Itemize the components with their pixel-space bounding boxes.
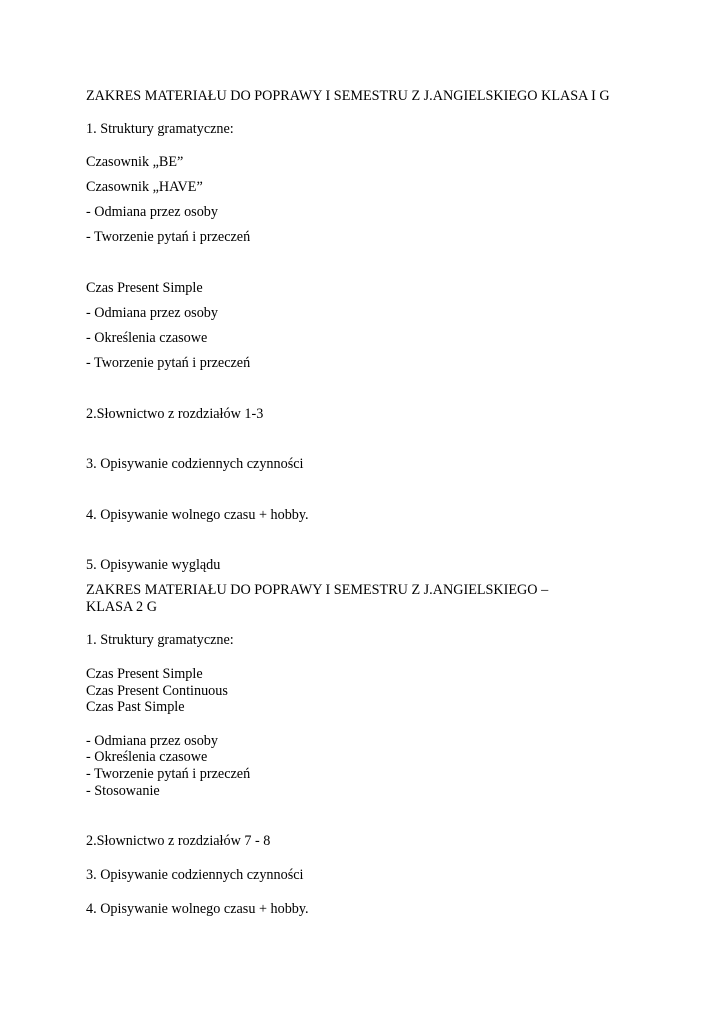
section2-daily-activities: 3. Opisywanie codziennych czynności — [86, 867, 304, 883]
section2-point: - Określenia czasowe — [86, 749, 208, 765]
section1-verb-point: - Tworzenie pytań i przeczeń — [86, 229, 251, 245]
section1-title: ZAKRES MATERIAŁU DO POPRAWY I SEMESTRU Z J.ANGIELSKIEGO KLASA I G — [86, 88, 610, 104]
section2-vocabulary: 2.Słownictwo z rozdziałów 7 - 8 — [86, 833, 271, 849]
section2-free-time: 4. Opisywanie wolnego czasu + hobby. — [86, 901, 309, 917]
section1-verb-be: Czasownik „BE” — [86, 154, 184, 170]
section1-present-simple-point: - Tworzenie pytań i przeczeń — [86, 355, 251, 371]
section1-vocabulary: 2.Słownictwo z rozdziałów 1-3 — [86, 406, 264, 422]
section2-title-line1: ZAKRES MATERIAŁU DO POPRAWY I SEMESTRU Z J.ANGIELSKIEGO – — [86, 582, 549, 598]
section2-point: - Stosowanie — [86, 783, 160, 799]
section2-tense: Czas Past Simple — [86, 699, 185, 715]
section2-point: - Odmiana przez osoby — [86, 733, 218, 749]
section1-free-time: 4. Opisywanie wolnego czasu + hobby. — [86, 507, 309, 523]
section2-tense: Czas Present Continuous — [86, 683, 228, 699]
section1-appearance: 5. Opisywanie wyglądu — [86, 557, 221, 573]
section2-point: - Tworzenie pytań i przeczeń — [86, 766, 251, 782]
section1-daily-activities: 3. Opisywanie codziennych czynności — [86, 456, 304, 472]
section1-grammar-heading: 1. Struktury gramatyczne: — [86, 121, 234, 137]
section1-present-simple: Czas Present Simple — [86, 280, 203, 296]
section1-verb-point: - Odmiana przez osoby — [86, 204, 218, 220]
section2-title-line2: KLASA 2 G — [86, 599, 157, 615]
section1-present-simple-point: - Określenia czasowe — [86, 330, 208, 346]
section1-present-simple-point: - Odmiana przez osoby — [86, 305, 218, 321]
section2-grammar-heading: 1. Struktury gramatyczne: — [86, 632, 234, 648]
section1-verb-have: Czasownik „HAVE” — [86, 179, 203, 195]
section2-tense: Czas Present Simple — [86, 666, 203, 682]
